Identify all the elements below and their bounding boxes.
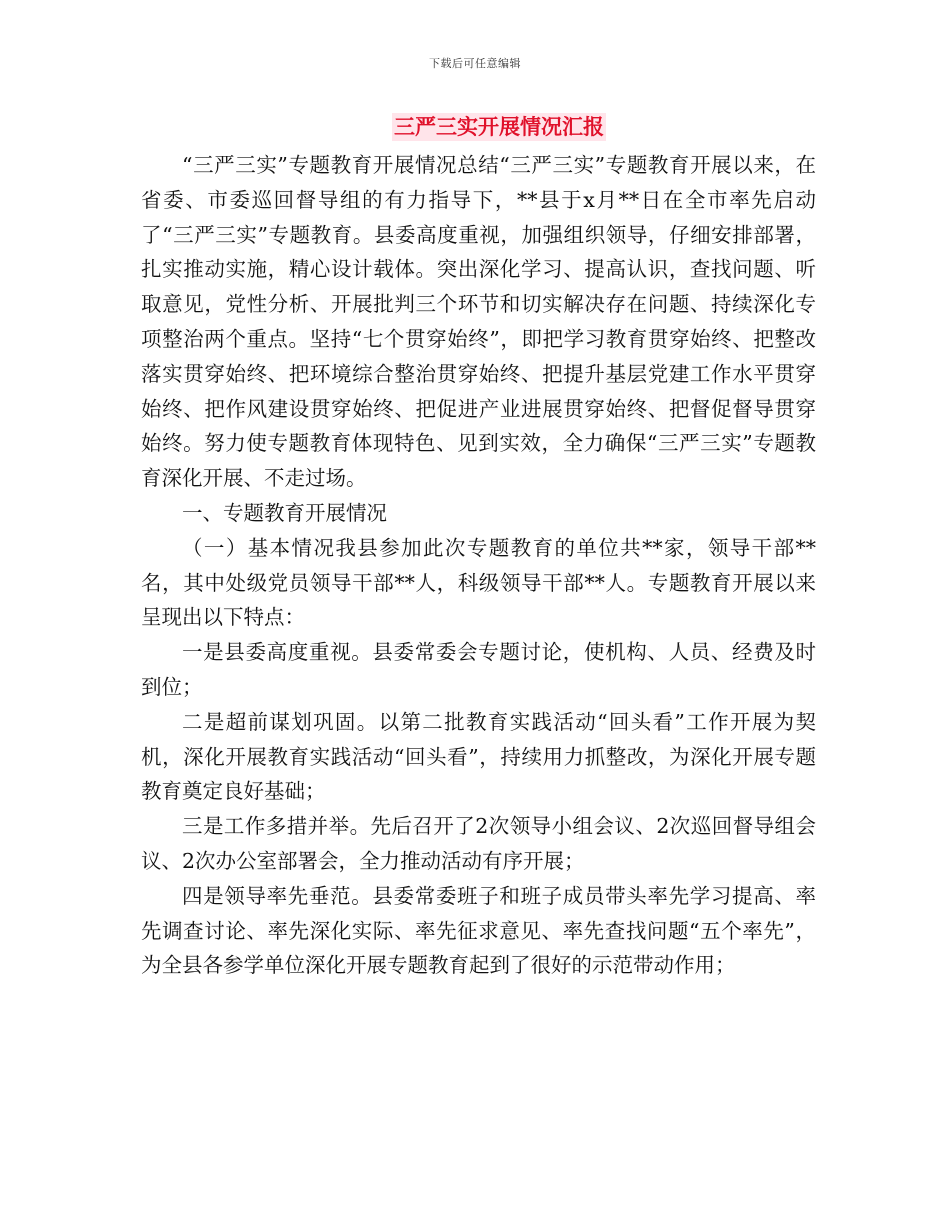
section-heading-1: 一、专题教育开展情况 — [182, 500, 387, 525]
document-body — [141, 148, 816, 983]
paragraph-point-3: 三是工作多措并举。先后召开了2次领导小组会议、2次巡回督导组会议、2次办公室部署会，全力推动活动有序开展； — [141, 814, 816, 873]
paragraph-point-4: 四是领导率先垂范。县委常委班子和班子成员带头率先学习提高、率先调查讨论、率先深化实际、率先征求意见、率先查找问题“五个率先”，为全县各参学单位深化开展专题教育起到了很好的示范带动作用； — [141, 883, 816, 978]
document-title: 三严三实开展情况汇报 — [394, 114, 604, 139]
paragraph-point-2: 二是超前谋划巩固。以第二批教育实践活动“回头看”工作开展为契机，深化开展教育实践活动“回头看”，持续用力抓整改，为深化开展专题教育奠定良好基础； — [141, 709, 816, 804]
paragraph-point-1: 一是县委高度重视。县委常委会专题讨论，使机构、人员、经费及时到位； — [141, 640, 816, 699]
header-note: 下载后可任意编辑 — [429, 57, 521, 70]
title-wrap — [0, 113, 950, 141]
paragraph-intro: “三严三实”专题教育开展情况总结“三严三实”专题教育开展以来，在省委、市委巡回督导组的有力指导下，**县于x月**日在全市率先启动了“三严三实”专题教育。县委高度重视，加强组织领导，仔细安排部署，扎实推动实施，精心设计载体。突出深化学习、提高认识，查找问题、听取意见，党性分析、开展批判三个环节和切实解决存在问题、持续深化专项整治两个重点。坚持“七个贯穿始终”，即把学习教育贯穿始终、把整改落实贯穿始终、把环境综合整治贯穿始终、把提升基层党建工作水平贯穿始终、把作风建设贯穿始终、把促进产业进展贯穿始终、把督促督导贯穿始终。努力使专题教育体现特色、见到实效，全力确保“三严三实”专题教育深化开展、不走过场。 — [141, 153, 816, 491]
paragraph-basic-situation: （一）基本情况我县参加此次专题教育的单位共**家，领导干部**名，其中处级党员领导干部**人，科级领导干部**人。专题教育开展以来呈现出以下特点： — [141, 535, 816, 630]
